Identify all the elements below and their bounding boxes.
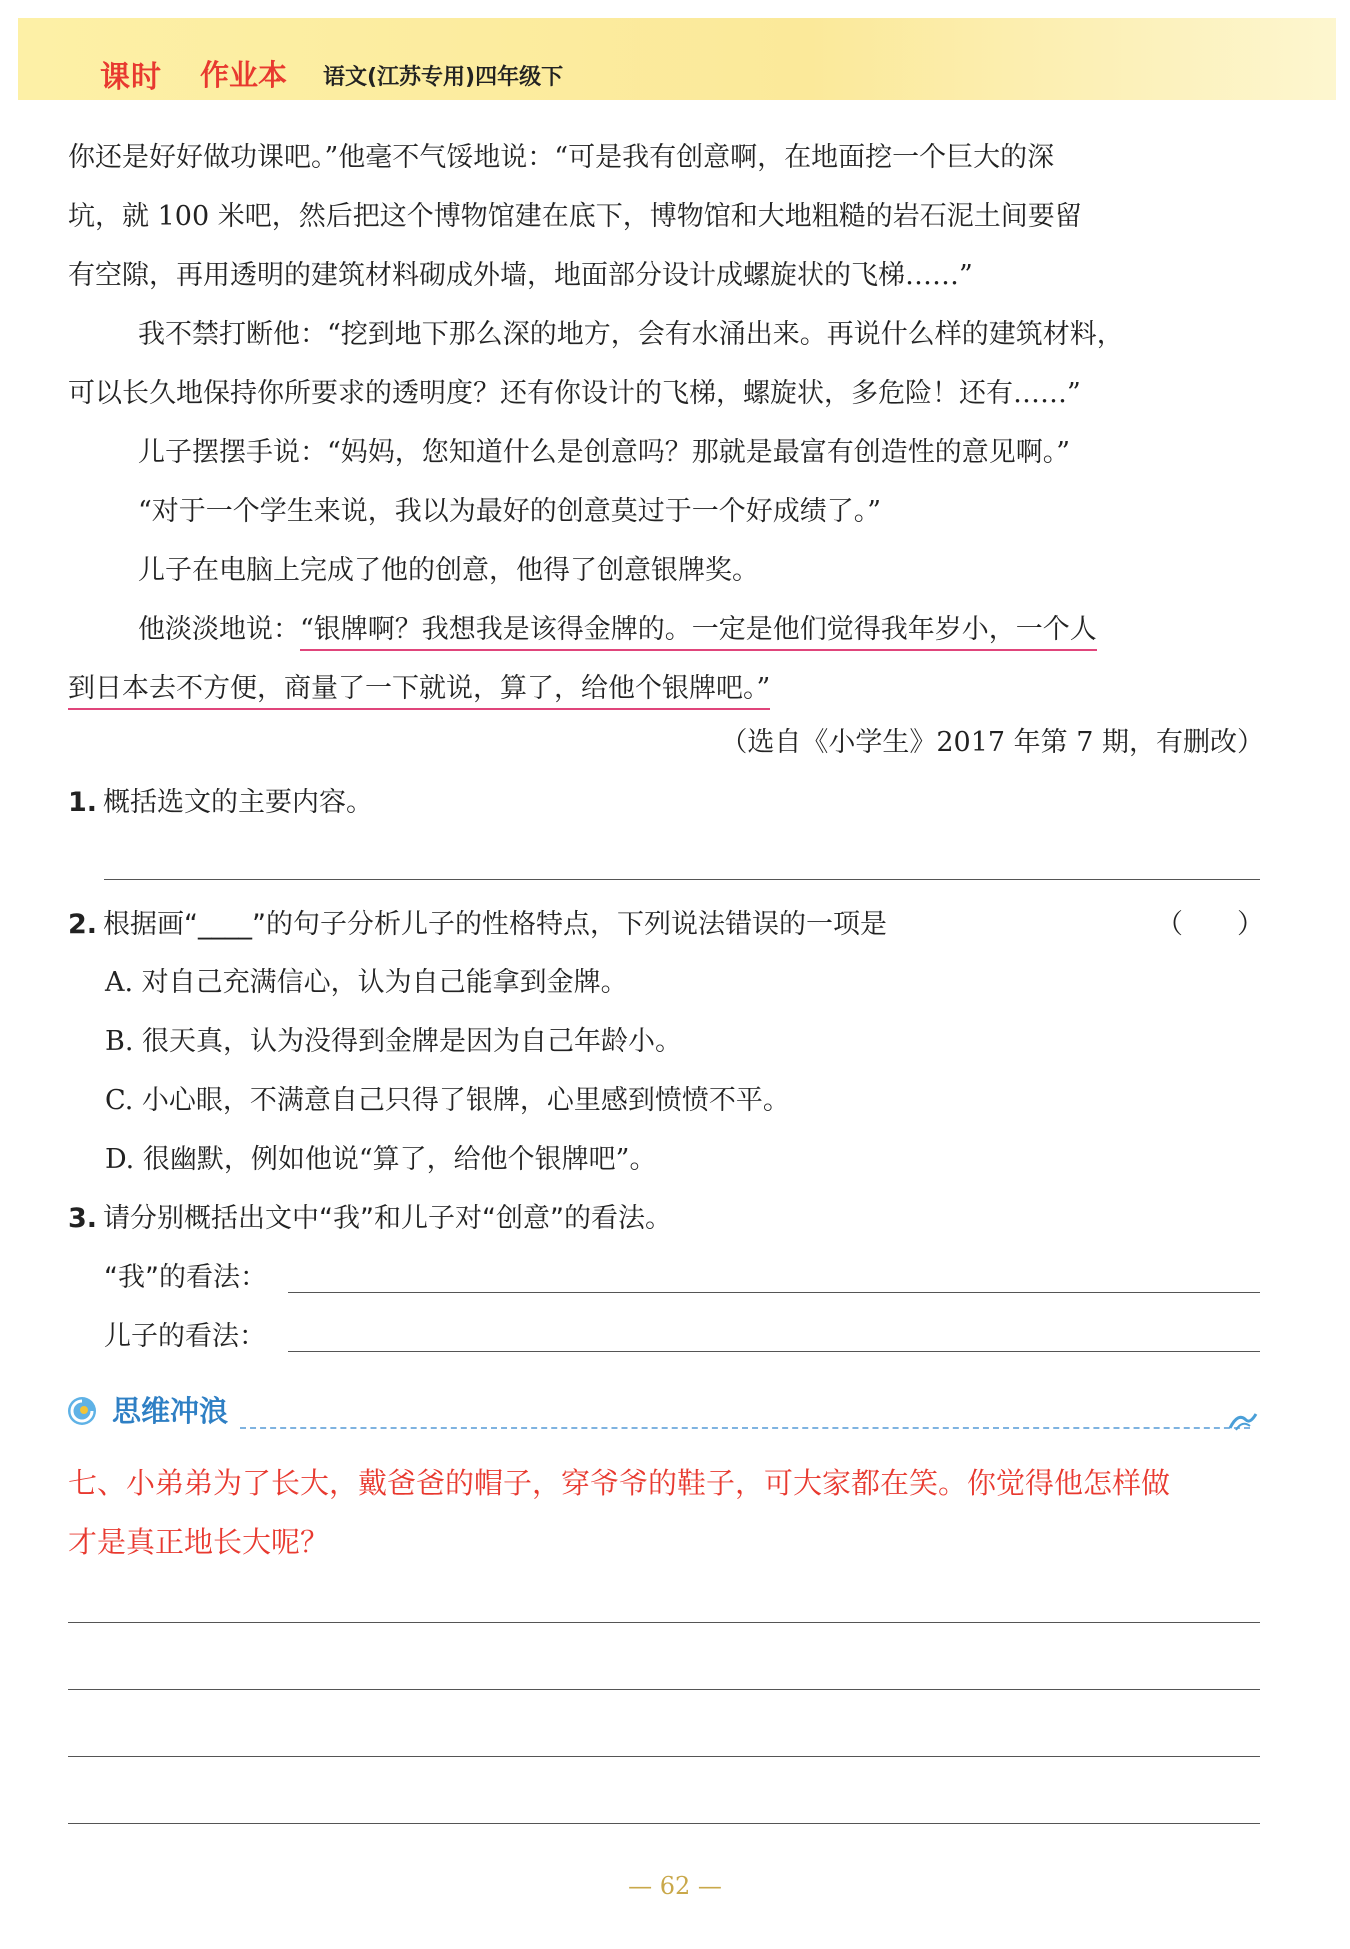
passage-line: 我不禁打断他：“挖到地下那么深的地方，会有水涌出来。再说什么样的建筑材料， bbox=[138, 319, 1124, 350]
page-number: — 62 — bbox=[628, 1872, 722, 1900]
wave-icon bbox=[1228, 1408, 1258, 1432]
subject-label: 语文(江苏专用)四年级下 bbox=[323, 65, 564, 90]
answer-line[interactable] bbox=[104, 879, 1260, 880]
passage-line bbox=[68, 600, 1264, 659]
section-title: 思维冲浪 bbox=[112, 1394, 229, 1428]
question-text: 请分别概括出文中“我”和儿子对“创意”的看法。 bbox=[103, 1203, 672, 1234]
writing-line[interactable] bbox=[68, 1823, 1260, 1824]
option-b[interactable]: B. 很天真，认为没得到金牌是因为自己年龄小。 bbox=[105, 1026, 683, 1057]
passage-line: “对于一个学生来说，我以为最好的创意莫过于一个好成绩了。” bbox=[138, 496, 882, 527]
task-question bbox=[68, 1454, 1268, 1572]
son-view-answer-line[interactable] bbox=[288, 1351, 1260, 1352]
my-view-label: “我”的看法： bbox=[104, 1262, 267, 1293]
question-text: 根据画“____”的句子分析儿子的性格特点，下列说法错误的一项是 bbox=[103, 909, 888, 940]
underlined-sentence: “银牌啊？我想我是该得金牌的。一定是他们觉得我年岁小，一个人 bbox=[300, 614, 1097, 651]
passage-line: 儿子摆摆手说：“妈妈，您知道什么是创意吗？那就是最富有创造性的意见啊。” bbox=[138, 437, 1071, 468]
question-number: 3. bbox=[68, 1203, 98, 1234]
question-2 bbox=[68, 902, 887, 941]
question-text: 概括选文的主要内容。 bbox=[103, 787, 374, 818]
option-d[interactable]: D. 很幽默，例如他说“算了，给他个银牌吧”。 bbox=[105, 1144, 657, 1175]
passage-line: 你还是好好做功课吧。”他毫不气馁地说：“可是我有创意啊，在地面挖一个巨大的深 bbox=[68, 142, 1055, 173]
task-line: 七、小弟弟为了长大，戴爸爸的帽子，穿爷爷的鞋子，可大家都在笑。你觉得他怎样做 bbox=[68, 1466, 1171, 1500]
passage-paragraph-2 bbox=[68, 305, 1264, 423]
section-divider bbox=[240, 1427, 1250, 1429]
passage-paragraph-1 bbox=[68, 128, 1264, 305]
question-1 bbox=[68, 780, 373, 819]
passage-line: 有空隙，再用透明的建筑材料砌成外墙，地面部分设计成螺旋状的飞梯……” bbox=[68, 260, 973, 291]
option-a[interactable]: A. 对自己充满信心，认为自己能拿到金牌。 bbox=[105, 967, 628, 998]
brand-title: 作业本 bbox=[200, 58, 288, 92]
task-line: 才是真正地长大呢？ bbox=[68, 1525, 330, 1559]
my-view-answer-line[interactable] bbox=[288, 1292, 1260, 1293]
underlined-sentence: 到日本去不方便，商量了一下就说，算了，给他个银牌吧。” bbox=[68, 673, 770, 710]
passage-line bbox=[68, 659, 1264, 718]
source-citation: （选自《小学生》2017 年第 7 期，有删改） bbox=[720, 727, 1264, 758]
passage-paragraph-3 bbox=[68, 423, 1264, 718]
passage-line: 儿子在电脑上完成了他的创意，他得了创意银牌奖。 bbox=[138, 555, 759, 586]
son-view-label: 儿子的看法： bbox=[104, 1321, 266, 1352]
passage-line: 坑，就 100 米吧，然后把这个博物馆建在底下，博物馆和大地粗糙的岩石泥土间要留 bbox=[68, 201, 1082, 232]
option-c[interactable]: C. 小心眼，不满意自己只得了银牌，心里感到愤愤不平。 bbox=[105, 1085, 790, 1116]
question-number: 1. bbox=[68, 787, 98, 818]
writing-line[interactable] bbox=[68, 1689, 1260, 1690]
passage-text: 他淡淡地说： bbox=[138, 614, 300, 645]
writing-line[interactable] bbox=[68, 1622, 1260, 1623]
passage-line: 可以长久地保持你所要求的透明度？还有你设计的飞梯，螺旋状，多危险！还有……” bbox=[68, 378, 1081, 409]
question-number: 2. bbox=[68, 909, 98, 940]
question-3 bbox=[68, 1196, 672, 1235]
answer-bracket[interactable]: （ ） bbox=[1156, 909, 1264, 940]
brand-logo: 课时 bbox=[100, 60, 162, 95]
writing-line[interactable] bbox=[68, 1756, 1260, 1757]
swirl-icon bbox=[66, 1395, 98, 1427]
